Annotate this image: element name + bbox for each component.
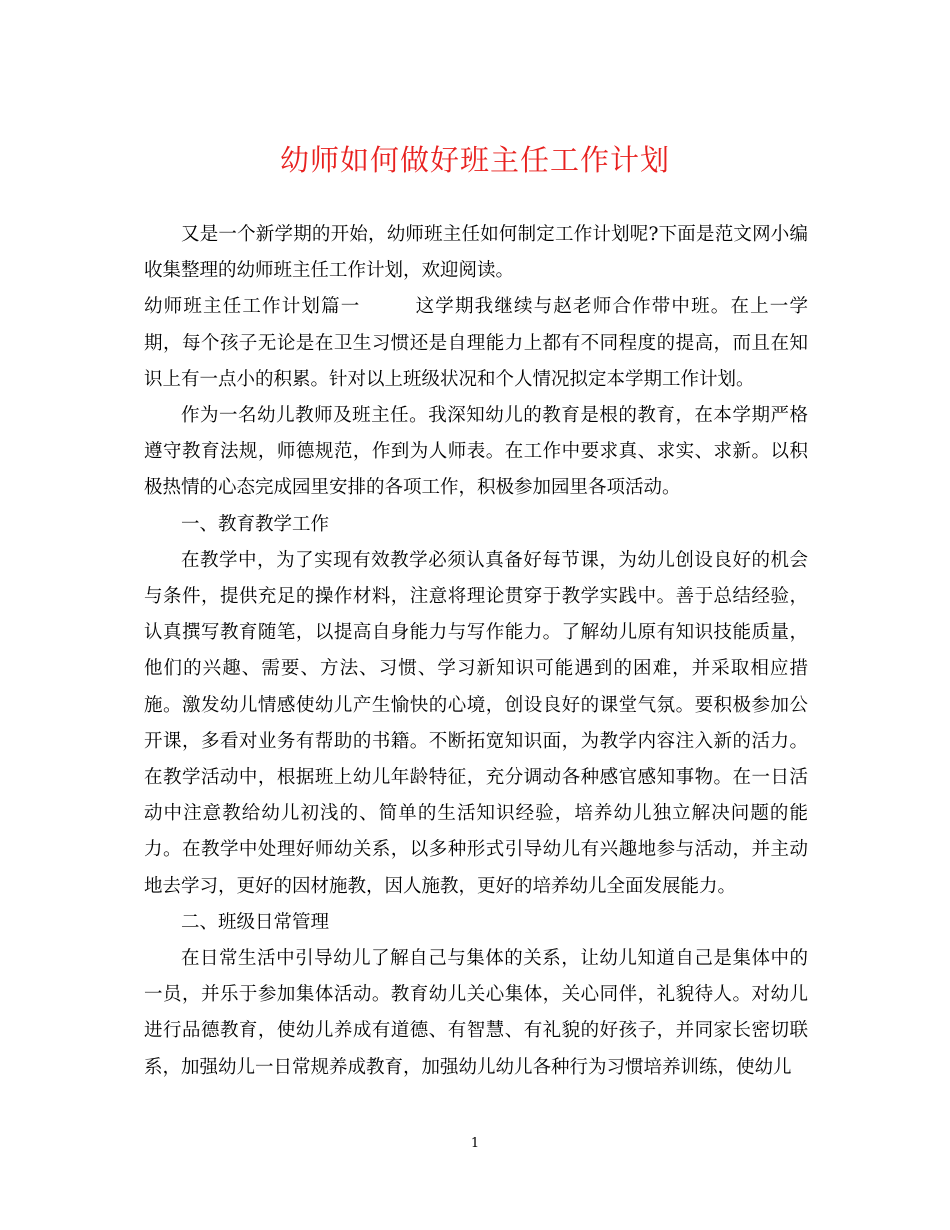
plan-paragraph <box>144 289 808 398</box>
section-heading-teaching: 一、教育教学工作 <box>181 513 330 535</box>
plan-intro-text: 这学期我继续与赵老师合作带中班。在上一学期，每个孩子无论是在卫生习惯还是自理能力上都有不同程度的提高，而且在知识上有一点小的积累。针对以上班级状况和个人情况拟定本学期工作计划。 <box>144 296 808 390</box>
plan-label: 幼师班主任工作计划篇一 <box>144 296 361 318</box>
document-body <box>144 217 808 1086</box>
teaching-paragraph: 在教学中，为了实现有效教学必须认真备好每节课，为幼儿创设良好的机会与条件，提供充足的操作材料，注意将理论贯穿于教学实践中。善于总结经验，认真撰写教育随笔，以提高自身能力与写作能力。了解幼儿原有知识技能质量，他们的兴趣、需要、方法、习惯、学习新知识可能遇到的困难，并采取相应措施。激发幼儿情感使幼儿产生愉快的心境，创设良好的课堂气氛。要积极参加公开课，多看对业务有帮助的书籍。不断拓宽知识面，为教学内容注入新的活力。在教学活动中，根据班上幼儿年龄特征，充分调动各种感官感知事物。在一日活动中注意教给幼儿初浅的、简单的生活知识经验，培养幼儿独立解决问题的能力。在教学中处理好师幼关系，以多种形式引导幼儿有兴趣地参与活动，并主动地去学习，更好的因材施教，因人施教，更好的培养幼儿全面发展能力。 <box>144 549 808 897</box>
page-number: 1 <box>470 1136 480 1151</box>
role-paragraph: 作为一名幼儿教师及班主任。我深知幼儿的教育是根的教育，在本学期严格遵守教育法规，师德规范，作到为人师表。在工作中要求真、求实、求新。以积极热情的心态完成园里安排的各项工作，积极参加园里各项活动。 <box>144 405 808 499</box>
management-paragraph: 在日常生活中引导幼儿了解自己与集体的关系，让幼儿知道自己是集体中的一员，并乐于参加集体活动。教育幼儿关心集体，关心同伴，礼貌待人。对幼儿进行品德教育，使幼儿养成有道德、有智慧、有礼貌的好孩子，并同家长密切联系，加强幼儿一日常规养成教育，加强幼儿幼儿各种行为习惯培养训练，使幼儿 <box>144 948 808 1078</box>
intro-paragraph: 又是一个新学期的开始，幼师班主任如何制定工作计划呢?下面是范文网小编收集整理的幼师班主任工作计划，欢迎阅读。 <box>144 224 808 282</box>
section-heading-management: 二、班级日常管理 <box>181 911 330 933</box>
document-title: 幼师如何做好班主任工作计划 <box>279 143 670 177</box>
